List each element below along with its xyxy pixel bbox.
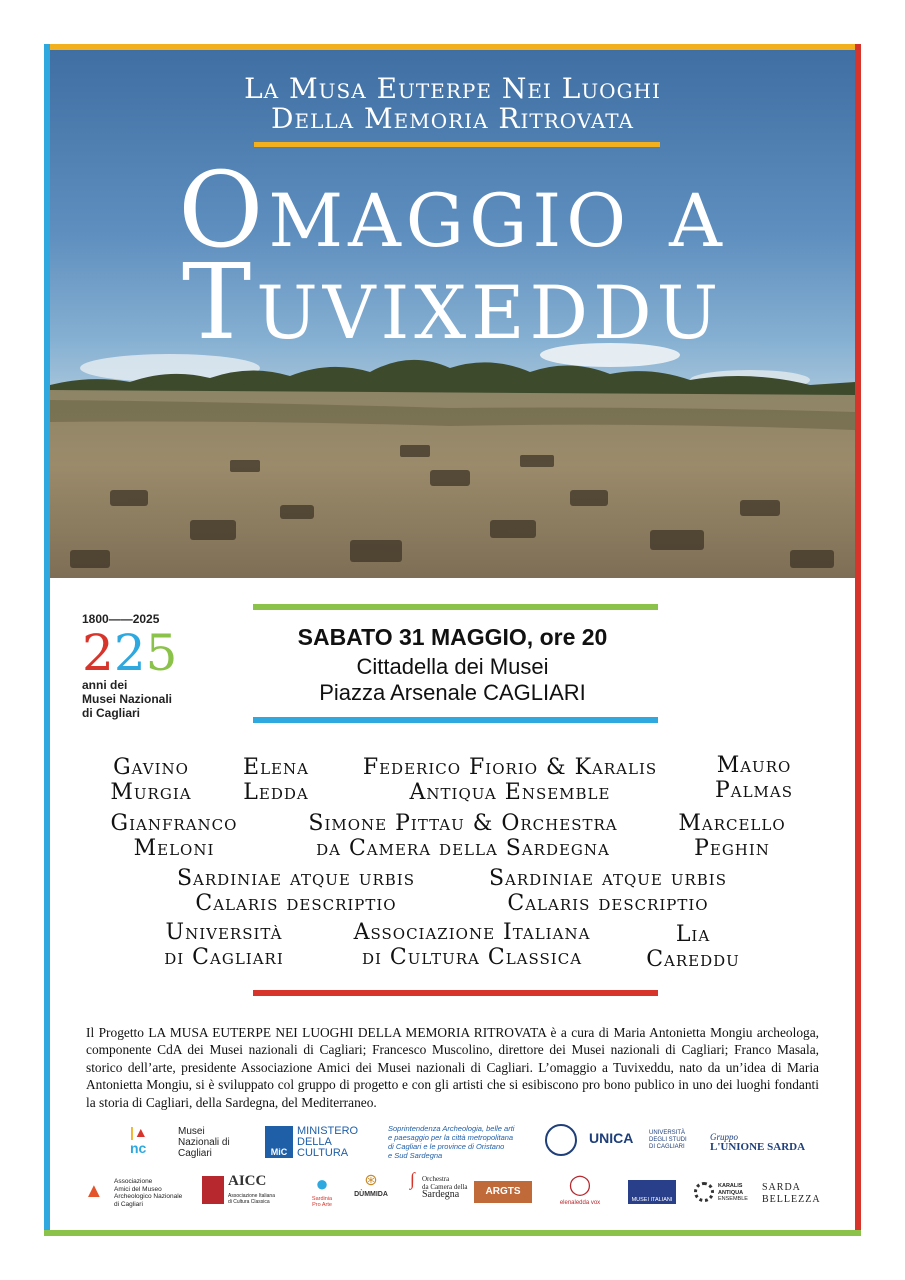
sponsor-orchestra-sardegna: ∫ Orchestra da Camera della Sardegna	[410, 1169, 468, 1200]
title-line1: Omaggio a	[178, 149, 727, 271]
performer-marcello-peghin: Marcello Peghin	[678, 811, 786, 861]
karalis-icon	[694, 1182, 714, 1202]
event-venue-line1: Cittadella dei Musei	[356, 654, 549, 679]
sponsor-musei-nazionali: |▲ nc Musei Nazionali di Cagliari	[130, 1124, 230, 1159]
hero-photo	[50, 50, 855, 578]
anniversary-text-1: anni dei	[82, 678, 128, 692]
aicc-emblem-icon	[202, 1176, 224, 1204]
supertitle-line2: Della Memoria Ritrovata	[271, 102, 634, 135]
performer-sardiniae-1: Sardiniae atque urbis Calaris descriptio	[176, 866, 416, 916]
amici-figures-icon: ▲	[84, 1180, 104, 1202]
green-rule	[253, 604, 658, 610]
anniversary-digit-2: 2	[113, 624, 146, 682]
unica-seal-icon	[545, 1124, 577, 1156]
frame-bottom-bar	[44, 1230, 861, 1236]
sponsor-unione-sarda: Gruppo L'UNIONE SARDA	[710, 1132, 806, 1153]
hero-rule	[254, 142, 660, 147]
title-line2: Tuvixeddu	[181, 241, 724, 363]
performer-associazione: Associazione Italiana di Cultura Classica	[353, 920, 591, 970]
performer-federico-fiorio: Federico Fiorio & Karalis Antiqua Ensemble	[362, 755, 658, 805]
performer-simone-pittau: Simone Pittau & Orchestra da Camera della Sardegna	[308, 811, 618, 861]
sponsor-soprintendenza: Soprintendenza Archeologia, belle arti e paesaggio per la città metropolitana di Cagliari e le province di Oristano e Sud Sardegna	[388, 1124, 515, 1160]
anniversary-years: 1800——2025	[82, 612, 160, 626]
orchestra-icon: ∫	[410, 1169, 415, 1189]
anniversary-text-2: Musei Nazionali	[82, 692, 173, 706]
sponsor-unica: UNICA UNIVERSITÀ DEGLI STUDI DI CAGLIARI	[545, 1124, 695, 1160]
elenaledda-icon: ◯	[568, 1174, 592, 1196]
sardinia-pro-arte-icon: ●	[315, 1171, 329, 1196]
sponsor-sarda-bellezza: SARDA BELLEZZA	[762, 1182, 821, 1205]
anniversary-digit-3: 5	[145, 624, 178, 682]
red-rule	[253, 990, 658, 996]
sponsor-ministero-cultura: MiC MINISTERO DELLA CULTURA	[265, 1126, 365, 1160]
blue-rule	[253, 717, 658, 723]
mic-logo-icon: MiC	[265, 1126, 293, 1158]
performer-gianfranco-meloni: Gianfranco Meloni	[110, 811, 238, 861]
anniversary-text-3: di Cagliari	[82, 706, 141, 720]
musei-nc-logo-icon: |▲ nc	[130, 1124, 148, 1156]
sponsor-musei-italiani: MUSEI ITALIANI	[628, 1180, 676, 1204]
sponsor-aicc: AICC Associazione Italiana di Cultura Classica	[202, 1176, 282, 1208]
sponsor-elenaledda-vox: ◯ elenaledda vox	[550, 1172, 610, 1212]
performer-universita: Università di Cagliari	[164, 920, 284, 970]
sponsor-sardinia-pro-arte: ● Sardinia Pro Arte	[304, 1172, 340, 1212]
supertitle-line1: La Musa Euterpe Nei Luoghi	[244, 72, 661, 105]
sponsor-karalis-ensemble: KARALIS ANTIQUA ENSEMBLE	[694, 1182, 754, 1204]
sponsor-argts: ARGTS	[474, 1181, 532, 1203]
performer-sardiniae-2: Sardiniae atque urbis Calaris descriptio	[488, 866, 728, 916]
performer-mauro-palmas: Mauro Palmas	[714, 753, 794, 803]
anniversary-digit-1: 2	[82, 624, 114, 682]
performer-elena-ledda: Elena Ledda	[243, 755, 309, 805]
sponsor-dummida: ⊛ DÙMMIDA	[348, 1172, 394, 1212]
sponsor-amici-museo: ▲ Associazione Amici del Museo Archeologico Nazionale di Cagliari	[84, 1178, 183, 1208]
event-venue-line2: Piazza Arsenale CAGLIARI	[319, 680, 586, 705]
project-description: Il Progetto LA MUSA EUTERPE NEI LUOGHI DELLA MEMORIA RITROVATA è a cura di Maria Antonietta Mongiu archeologa, componente CdA dei Musei nazionali di Cagliari; Francesco Muscolino, direttore dei Musei nazionali di Cagliari; Franco Masala, storico dell’arte, presidente Associazione Amici dei Musei nazionali di Cagliari. L’omaggio a Tuvixeddu, nato da un’idea di Maria Antonietta Mongiu, si è sviluppato col gruppo di progetto e con gli artisti che si esibiscono pro bono publico in uno dei luoghi fondanti la storia di Cagliari, della Sardegna, del Mediterraneo.	[86, 1025, 819, 1110]
event-date: SABATO 31 MAGGIO, ore 20	[297, 624, 608, 650]
performer-lia-careddu: Lia Careddu	[646, 922, 740, 972]
dummida-icon: ⊛	[364, 1172, 378, 1189]
performer-gavino-murgia: Gavino Murgia	[110, 755, 192, 805]
